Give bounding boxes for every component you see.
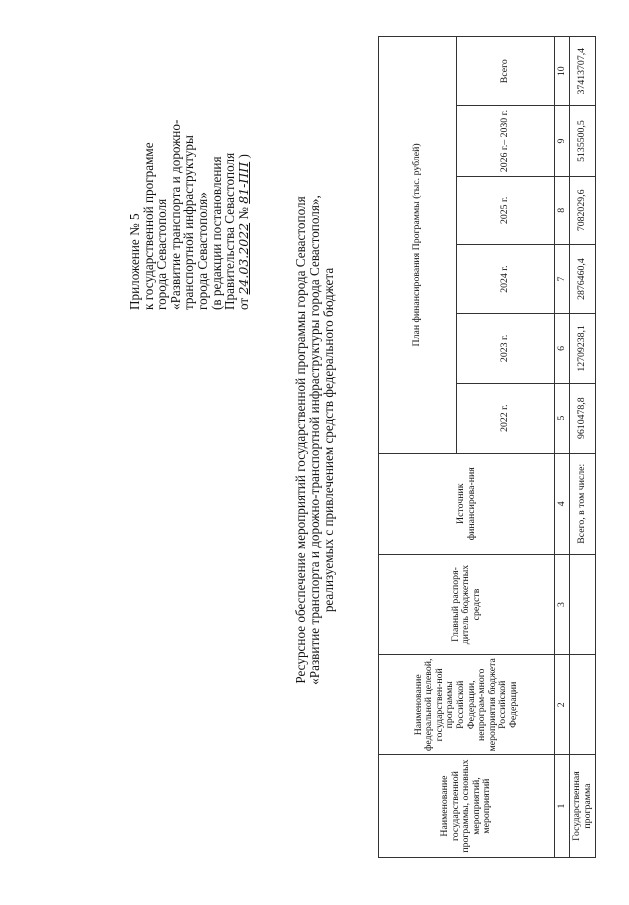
appendix-line: транспортной инфраструктуры bbox=[181, 135, 197, 310]
resolution-date-line bbox=[237, 120, 251, 310]
header-col3: Главный распоря-дитель бюджетных средств bbox=[379, 554, 555, 655]
row-program-name: Государственная программа bbox=[570, 755, 596, 858]
column-number: 9 bbox=[555, 106, 570, 176]
column-number-row bbox=[555, 37, 570, 858]
column-number: 1 bbox=[555, 755, 570, 858]
column-number: 7 bbox=[555, 244, 570, 313]
header-total: Всего bbox=[457, 37, 555, 106]
header-col4: Источник финансирова-ния bbox=[379, 453, 555, 554]
header-year-2023: 2023 г. bbox=[457, 314, 555, 383]
appendix-line: «Развитие транспорта и дорожно- bbox=[167, 119, 183, 310]
title-line: Ресурсное обеспечение мероприятий государственной программы города Севастополя bbox=[293, 196, 308, 684]
row-value-total: 37413707,4 bbox=[570, 37, 596, 106]
resolution-date: 24.03.2022 bbox=[235, 222, 251, 295]
row-federal-program bbox=[570, 655, 596, 755]
document-title bbox=[294, 0, 336, 880]
financing-table bbox=[378, 36, 596, 858]
title-line: «Развитие транспорта и дорожно-транспортной инфраструктуры города Севастополя», bbox=[307, 195, 322, 685]
row-value-2025: 7082029,6 bbox=[570, 176, 596, 244]
date-prefix: от bbox=[235, 297, 251, 310]
closing-paren: ) bbox=[235, 154, 251, 159]
appendix-line: (в редакции постановления bbox=[208, 156, 224, 310]
header-plan: План финансирования Программы (тыс. рублей) bbox=[379, 37, 457, 454]
column-number: 4 bbox=[555, 453, 570, 554]
number-label: № bbox=[235, 207, 251, 220]
header-row-top bbox=[379, 37, 457, 858]
row-funding-source: Всего, в том числе: bbox=[570, 453, 596, 554]
appendix-line: города Севастополя bbox=[154, 198, 170, 310]
appendix-line: Приложение № 5 bbox=[127, 213, 142, 310]
row-budget-manager bbox=[570, 554, 596, 655]
header-year-2022: 2022 г. bbox=[457, 383, 555, 453]
column-number: 5 bbox=[555, 383, 570, 453]
title-line: реализуемых с привлечением средств федерального бюджета bbox=[321, 267, 336, 613]
row-value-2024: 2876460,4 bbox=[570, 244, 596, 313]
header-col1: Наименование государственной программы, основных мероприятий, мероприятий bbox=[379, 755, 555, 858]
header-year-2025: 2025 г. bbox=[457, 176, 555, 244]
appendix-line: Правительства Севастополя bbox=[222, 152, 238, 310]
column-number: 10 bbox=[555, 37, 570, 106]
resolution-number: 81-ПП bbox=[235, 161, 251, 204]
appendix-line: города Севастополя» bbox=[194, 192, 210, 310]
column-number: 2 bbox=[555, 655, 570, 755]
table-row bbox=[570, 37, 596, 858]
appendix-header bbox=[128, 120, 250, 310]
appendix-line: к государственной программе bbox=[140, 142, 156, 310]
column-number: 6 bbox=[555, 314, 570, 383]
row-value-2023: 12709238,1 bbox=[570, 314, 596, 383]
column-number: 8 bbox=[555, 176, 570, 244]
column-number: 3 bbox=[555, 554, 570, 655]
header-year-2024: 2024 г. bbox=[457, 244, 555, 313]
header-year-2026-2030: 2026 г.– 2030 г. bbox=[457, 106, 555, 176]
row-value-2026-2030: 5135500,5 bbox=[570, 106, 596, 176]
header-col2: Наименование федеральной целевой, государствен-ной программы Российской Федерации, непрограм-много мероприятия бюджета Российской Федерации bbox=[379, 655, 555, 755]
row-value-2022: 9610478,8 bbox=[570, 383, 596, 453]
